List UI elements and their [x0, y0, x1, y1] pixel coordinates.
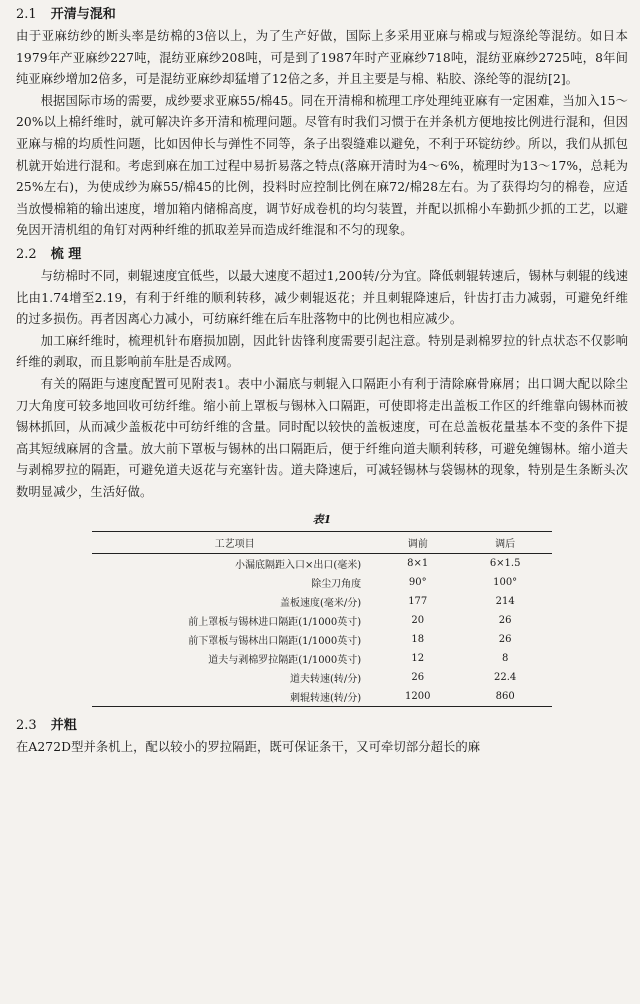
section-title: 开清与混和 — [50, 7, 116, 22]
section-number: 2.3 — [16, 718, 37, 734]
cell-after: 6×1.5 — [489, 558, 521, 570]
table-row — [92, 630, 552, 649]
table-row — [92, 592, 552, 611]
cell-after: 22.4 — [494, 672, 517, 684]
cell-after: 26 — [498, 634, 512, 646]
paragraph-2: 根据国际市场的需要，成纱要求亚麻55/棉45。同在开清棉和梳理工序处理纯亚麻有一定困难，当加入15～20%以上棉纤维时，就可解决许多开清和梳理问题。尽管有时我们习惯于在并条机方便地按比例进行混和，但因亚麻与棉的均质性问题，比如因伸长与弹性不同等，条子出裂缝难以避免，不利于环锭纺纱。所以，我们从抓包机就开始进行混和。考虑到麻在加工过程中易折易落之特点(落麻开清时为4～6%，梳理时为13～17%，总耗为25%左右)，为使成纱为麻55/棉45的比例，投料时应控制比例在麻72/棉28左右。为了获得均匀的棉卷，应适当放慢棉箱的输出速度，增加箱内储棉高度，调节好成卷机的均匀装置，并配以抓棉小车勤抓少抓的工艺，以避免因开清机组的角钉对两种纤维的抓取差异而造成纤维混和不匀的现象。 — [16, 93, 628, 238]
cell-before: 20 — [411, 615, 425, 627]
cell-before: 177 — [408, 596, 428, 608]
cell-before: 12 — [411, 653, 425, 665]
paragraph-4: 加工麻纤维时，梳理机针布磨损加剧，因此针齿锋利度需要引起注意。特别是剥棉罗拉的针点状态不仅影响纤维的剥取，而且影响前车肚是否成网。 — [16, 333, 628, 370]
cell-item: 除尘刀角度 — [311, 579, 362, 591]
table-row — [92, 687, 552, 707]
paragraph-1: 由于亚麻纺纱的断头率是纺棉的3倍以上，为了生产好做，国际上多采用亚麻与棉或与短涤纶等混纺。如日本1979年产亚麻纱227吨，混纺亚麻纱208吨，可是到了1987年时产亚麻纱718吨，混纺亚麻纱2725吨，8年间纯亚麻纱增加2倍多，可是混纺亚麻纱却猛增了12倍之多，并且主要是与棉、粘胶、涤纶等的混纺[2]。 — [16, 29, 628, 87]
paragraph-3: 与纺棉时不同，刺辊速度宜低些，以最大速度不超过1,200转/分为宜。降低刺辊转速后，锡林与刺辊的线速比由1.74增至2.19，有利于纤维的顺利转移，减少刺辊返花；并且刺辊降速后，针齿打击力减弱，可避免纤维的过多损伤。再者因离心力减小，可纺麻纤维在后车肚落物中的比例也相应减少。 — [16, 268, 628, 327]
section-title: 并粗 — [50, 718, 77, 734]
table-1 — [92, 511, 552, 707]
table-row — [92, 649, 552, 668]
cell-item: 前上罩板与锡林进口隔距(1/1000英寸) — [188, 617, 362, 629]
table-row — [92, 573, 552, 592]
cell-item: 小漏底隔距入口×出口(毫米) — [235, 560, 362, 572]
table-caption: 表1 — [312, 513, 332, 527]
table-row — [92, 554, 552, 574]
cell-before: 26 — [411, 672, 425, 684]
cell-after: 8 — [501, 653, 509, 665]
header-before: 调前 — [407, 539, 428, 551]
table-body — [92, 554, 552, 707]
section-title: 梳 理 — [50, 246, 82, 262]
section-number: 2.2 — [16, 246, 37, 262]
cell-item: 道夫与剥棉罗拉隔距(1/1000英寸) — [208, 655, 362, 667]
table-header-row — [92, 532, 552, 554]
cell-item: 盖板速度(毫米/分) — [280, 598, 362, 610]
cell-after: 26 — [498, 615, 512, 627]
header-after: 调后 — [495, 539, 516, 551]
cell-item: 前下罩板与锡林出口隔距(1/1000英寸) — [188, 636, 362, 648]
cell-item: 刺辊转速(转/分) — [290, 693, 362, 705]
table-row — [92, 668, 552, 687]
cell-after: 100° — [493, 577, 518, 589]
section-heading-2-1 — [16, 4, 628, 26]
document-page — [0, 4, 640, 1004]
paragraph-5: 有关的隔距与速度配置可见附表1。表中小漏底与刺辊入口隔距小有利于清除麻骨麻屑；出口调大配以除尘刀大角度可较多地回收可纺纤维。缩小前上罩板与锡林入口隔距，可使即将走出盖板工作区的纤维靠向锡林而被锡林抓回，从而减少盖板花中可纺纤维的含量。同时配以较快的盖板速度，可在总盖板花量基本不变的条件下提高其短绒麻屑的含量。放大前下罩板与锡林的出口隔距后，便于纤维向道夫顺利转移，可避免缠锡林。缩小道夫与剥棉罗拉的隔距，可避免道夫返花与充塞针齿。道夫降速后，可减轻锡林与袋锡林的现象，特别是生条断头次数明显减少，生活好做。 — [16, 376, 628, 499]
process-parameter-table — [92, 531, 552, 707]
cell-after: 860 — [495, 691, 515, 703]
section-number: 2.1 — [16, 7, 37, 22]
section-heading-2-3 — [16, 715, 628, 737]
section-heading-2-2 — [16, 244, 628, 266]
cell-before: 1200 — [405, 691, 431, 703]
cell-item: 道夫转速(转/分) — [290, 674, 362, 686]
table-row — [92, 611, 552, 630]
header-item: 工艺项目 — [214, 539, 255, 551]
paragraph-6: 在A272D型并条机上，配以较小的罗拉隔距，既可保证条干，又可牵切部分超长的麻 — [16, 740, 481, 755]
cell-before: 18 — [411, 634, 425, 646]
cell-before: 90° — [408, 577, 427, 589]
cell-before: 8×1 — [407, 558, 429, 570]
cell-after: 214 — [495, 596, 515, 608]
